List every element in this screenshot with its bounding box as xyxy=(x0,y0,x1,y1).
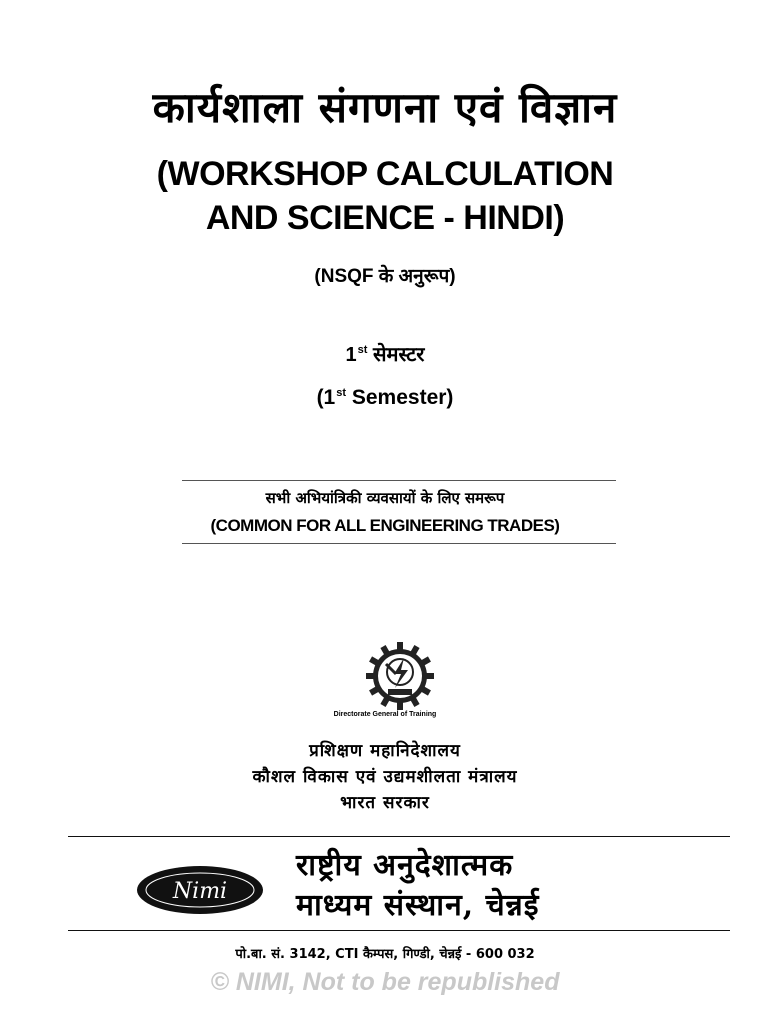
org-line-2: कौशल विकास एवं उद्यमशीलता मंत्रालय xyxy=(252,767,518,787)
nimi-logo-text: Nimi xyxy=(172,879,228,904)
emblem-caption: Directorate General of Training xyxy=(333,711,437,718)
nimi-logo-icon xyxy=(136,865,264,915)
title-hindi: कार्यशाला संगणना एवं विज्ञान xyxy=(152,83,618,132)
semester-en-open: (1 xyxy=(316,386,336,409)
publisher-bottom-rule xyxy=(68,930,730,931)
publisher-address: पो.बा. सं. 3142, CTI कैम्पस, गिण्डी, चेन्नई - 600 032 xyxy=(235,947,535,962)
publisher-name xyxy=(296,846,539,926)
common-trades-english: (COMMON FOR ALL ENGINEERING TRADES) xyxy=(210,516,560,535)
semester-suffix: st xyxy=(357,344,368,357)
publisher-name-line1: राष्ट्रीय अनुदेशात्मक xyxy=(296,848,514,883)
watermark: © NIMI, Not to be republished xyxy=(210,968,560,996)
org-line-1: प्रशिक्षण महानिदेशालय xyxy=(309,741,461,761)
common-top-rule xyxy=(182,480,616,481)
semester-hindi xyxy=(0,340,770,367)
common-trades-hindi: सभी अभियांत्रिकी व्यवसायों के लिए समरूप xyxy=(265,489,505,507)
semester-en-suffix: st xyxy=(336,387,347,399)
nsqf-note: (NSQF के अनुरूप) xyxy=(314,266,456,287)
title-english-line1: (WORKSHOP CALCULATION xyxy=(156,155,614,193)
title-english xyxy=(0,152,770,240)
semester-number: 1 xyxy=(345,344,357,366)
common-bottom-rule xyxy=(182,543,616,544)
org-line-3: भारत सरकार xyxy=(340,793,430,813)
semester-hindi-label: सेमस्टर xyxy=(372,344,425,366)
title-english-line2: AND SCIENCE - HINDI) xyxy=(205,199,565,237)
publisher-top-rule xyxy=(68,836,730,837)
publisher-name-line2: माध्यम संस्थान, चेन्नई xyxy=(296,888,540,923)
semester-english xyxy=(0,386,770,410)
dgt-gear-emblem-icon xyxy=(366,642,434,710)
semester-en-label: Semester) xyxy=(351,386,454,409)
